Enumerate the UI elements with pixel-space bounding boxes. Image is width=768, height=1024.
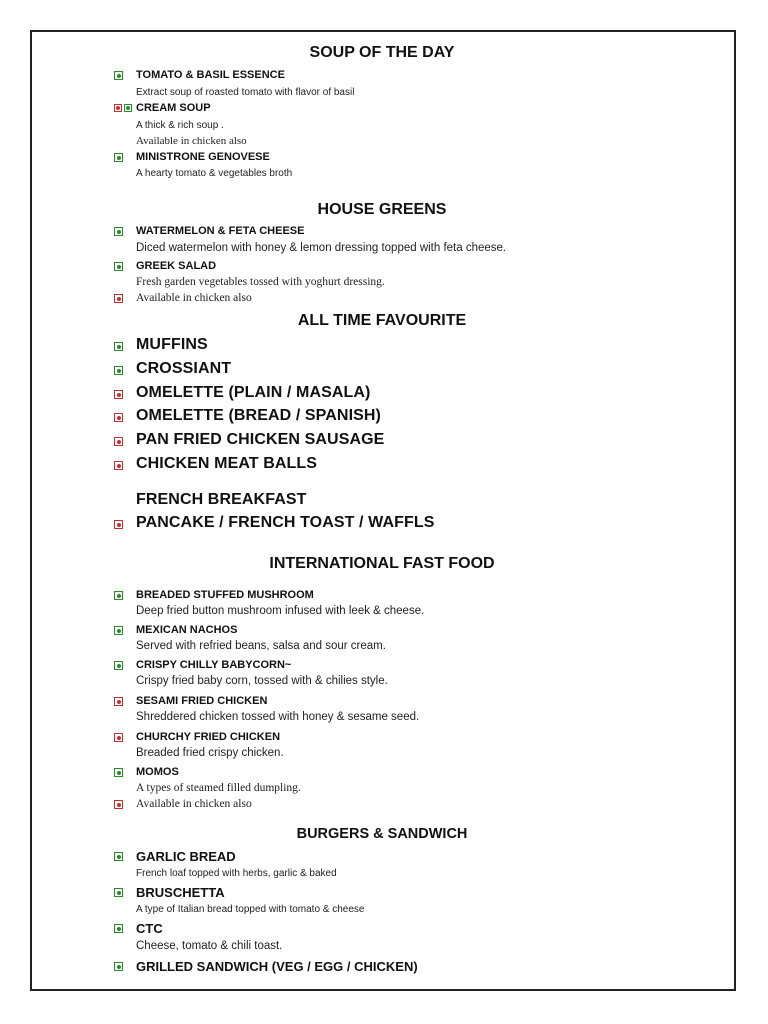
menu-item-name: CHURCHY FRIED CHICKEN — [136, 731, 281, 743]
veg-icon — [114, 924, 123, 933]
nonveg-icon — [114, 461, 123, 470]
veg-icon — [124, 104, 132, 112]
menu-item-desc: A thick & rich soup . — [136, 120, 224, 131]
menu-item-name: BREADED STUFFED MUSHROOM — [136, 589, 314, 601]
menu-item-desc: Crispy fried baby corn, tossed with & chilies style. — [136, 675, 388, 687]
menu-item-desc: Breaded fried crispy chicken. — [136, 747, 284, 759]
menu-item-name: MOMOS — [136, 766, 179, 778]
section-title-greens: HOUSE GREENS — [317, 201, 447, 218]
menu-item-name: SESAMI FRIED CHICKEN — [136, 695, 268, 707]
menu-item-name: CTC — [136, 921, 163, 936]
veg-icon — [114, 153, 123, 162]
veg-icon — [114, 626, 123, 635]
section-title-soup: SOUP OF THE DAY — [309, 44, 455, 61]
menu-item-desc: Served with refried beans, salsa and sour cream. — [136, 640, 386, 652]
nonveg-icon — [114, 104, 122, 112]
menu-item-name: CROSSIANT — [136, 360, 232, 377]
menu-item-desc: A type of Italian bread topped with tomato & cheese — [136, 904, 365, 915]
section-title-favourite: ALL TIME FAVOURITE — [297, 312, 467, 329]
nonveg-icon — [114, 413, 123, 422]
veg-icon — [114, 768, 123, 777]
menu-item-desc: Shreddered chicken tossed with honey & sesame seed. — [136, 711, 420, 723]
section-title-french: FRENCH BREAKFAST — [136, 491, 307, 508]
menu-item-name: MEXICAN NACHOS — [136, 624, 238, 636]
section-title-fastfood: INTERNATIONAL FAST FOOD — [269, 555, 495, 572]
menu-item-name: MUFFINS — [136, 336, 208, 353]
menu-item-name: CHICKEN MEAT BALLS — [136, 455, 318, 472]
menu-item-desc: A hearty tomato & vegetables broth — [136, 168, 293, 179]
menu-item-desc: Cheese, tomato & chili toast. — [136, 940, 283, 952]
veg-icon — [114, 852, 123, 861]
nonveg-icon — [114, 733, 123, 742]
menu-item-name: WATERMELON & FETA CHEESE — [136, 225, 305, 237]
menu-item-desc: Fresh garden vegetables tossed with yoghurt dressing. — [136, 276, 385, 288]
menu-item-name: OMELETTE (PLAIN / MASALA) — [136, 384, 371, 401]
menu-item-name: PANCAKE / FRENCH TOAST / WAFFLS — [136, 514, 435, 531]
veg-icon — [114, 591, 123, 600]
nonveg-icon — [114, 390, 123, 399]
veg-icon — [114, 661, 123, 670]
menu-item-name: TOMATO & BASIL ESSENCE — [136, 69, 285, 81]
section-note: Available in chicken also — [136, 292, 252, 304]
menu-item-name: CREAM SOUP — [136, 102, 211, 114]
menu-item-name: CRISPY CHILLY BABYCORN~ — [136, 659, 292, 671]
veg-icon — [114, 962, 123, 971]
menu-item-name: BRUSCHETTA — [136, 885, 225, 900]
veg-icon — [114, 366, 123, 375]
veg-icon — [114, 71, 123, 80]
nonveg-icon — [114, 697, 123, 706]
menu-item-desc: French loaf topped with herbs, garlic & baked — [136, 868, 337, 879]
nonveg-icon — [114, 294, 123, 303]
menu-item-desc: A types of steamed filled dumpling. — [136, 782, 301, 794]
menu-item-name: GRILLED SANDWICH (VEG / EGG / CHICKEN) — [136, 959, 418, 974]
menu-item-name: MINISTRONE GENOVESE — [136, 151, 270, 163]
section-title-burgers: BURGERS & SANDWICH — [296, 826, 468, 842]
section-note: Available in chicken also — [136, 798, 252, 810]
menu-item-desc: Deep fried button mushroom infused with leek & cheese. — [136, 605, 425, 617]
menu-item-name: GREEK SALAD — [136, 260, 217, 272]
menu-item-note: Available in chicken also — [136, 135, 247, 147]
menu-item-name: OMELETTE (BREAD / SPANISH) — [136, 407, 381, 424]
menu-item-name: GARLIC BREAD — [136, 849, 236, 864]
menu-item-desc: Diced watermelon with honey & lemon dressing topped with feta cheese. — [136, 242, 507, 254]
veg-icon — [114, 342, 123, 351]
nonveg-icon — [114, 520, 123, 529]
veg-icon — [114, 262, 123, 271]
nonveg-icon — [114, 437, 123, 446]
nonveg-icon — [114, 800, 123, 809]
menu-item-desc: Extract soup of roasted tomato with flavor of basil — [136, 87, 355, 98]
veg-icon — [114, 888, 123, 897]
menu-item-name: PAN FRIED CHICKEN SAUSAGE — [136, 431, 385, 448]
veg-icon — [114, 227, 123, 236]
